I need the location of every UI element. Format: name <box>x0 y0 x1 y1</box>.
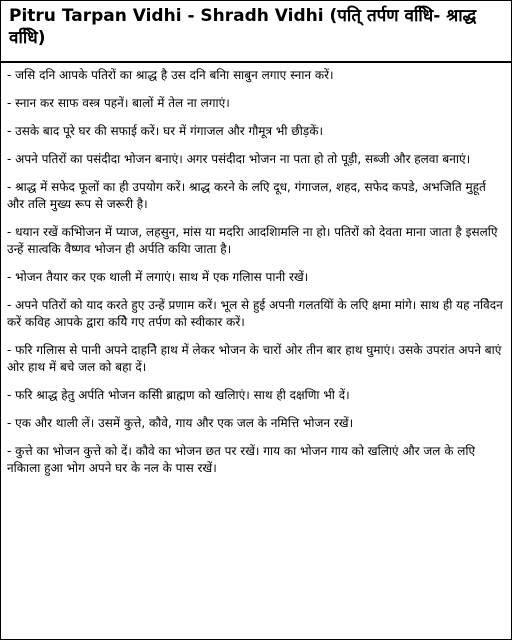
list-item: - अपने पतिरों का पसंदीदा भोजन बनाएं। अगर पसंदीदा भोजन ना पता हो तो पूड़ी, सब्जी और हलवा बनाएं। <box>7 152 471 166</box>
title-divider <box>1 61 511 63</box>
list-item: - भोजन तैयार कर एक थाली में लगाएं। साथ में एक गलिास पानी रखें। <box>7 270 309 284</box>
instruction-list <box>7 67 505 488</box>
list-item: - श्राद्ध में सफेद फूलों का ही उपयोग करें। श्राद्ध करने के लएि दूध, गंगाजल, शहद, सफेद कपडे, अभजिति मुहूर्त और तलि मुख्य रूप से जरूरी है। <box>7 180 486 211</box>
list-item: - फरि गलिास से पानी अपने दाहनि‍े हाथ में लेकर भोजन के चारों ओर तीन बार हाथ घुमाएं। उसके उपरांत अपने बाएं ओर हाथ में बचे जल को बहा दें। <box>7 343 502 374</box>
list-item: - जसि दनि आपके पतिरों का श्राद्ध है उस दनि बनिा साबुन लगाए स्नान करें। <box>7 68 334 82</box>
list-item: - एक और थाली लें। उसमें कुत्ते, कौवे, गाय और एक जल के नमित्ति भोजन रखें। <box>7 416 354 430</box>
list-item: - कुत्ते का भोजन कुत्ते को दें। कौवे का भोजन छत पर रखें। गाय का भोजन गाय को खलिाएं और जल के लएि नकिाला हुआ भोग अपने घर के नल के पास रखें। <box>7 444 476 475</box>
list-item: - उसके बाद पूरे घर की सफाई करें। घर में गंगाजल और गौमूत्र भी छीड़कें। <box>7 124 323 138</box>
list-item: - अपने पतिरों को याद करते हुए उन्हें प्रणाम करें। भूल से हुई अपनी गलतयिों के लएि क्षमा मांगे। साथ ही यह नवि‍ेदन करें कवि‍ह आपके द्वारा कयि‍े गए तर्पण को स्वीकार करें। <box>7 298 503 329</box>
list-item: - स्नान कर साफ वस्त्र पहनें। बालों में तेल ना लगाएं। <box>7 96 230 110</box>
list-item: - फरि श्राद्ध हेतु अर्पति भोजन कसिी ब्राह्मण को खलिाएं। साथ ही दक्षणिा भी दें। <box>7 388 350 402</box>
page-title: Pitru Tarpan Vidhi - Shradh Vidhi (पति् तर्पण वधिि- श्राद्ध वधिि) <box>9 6 477 48</box>
list-item: - धयान रखें कभिोजन में प्याज, लहसुन, मांस या मदरिा आदशिामलि ना हो। पतिरों को देवता माना जाता है इसलएि उन्हें सात्वकि वैष्णव भोजन ही अर्पति कयिा जाता है। <box>7 225 498 256</box>
